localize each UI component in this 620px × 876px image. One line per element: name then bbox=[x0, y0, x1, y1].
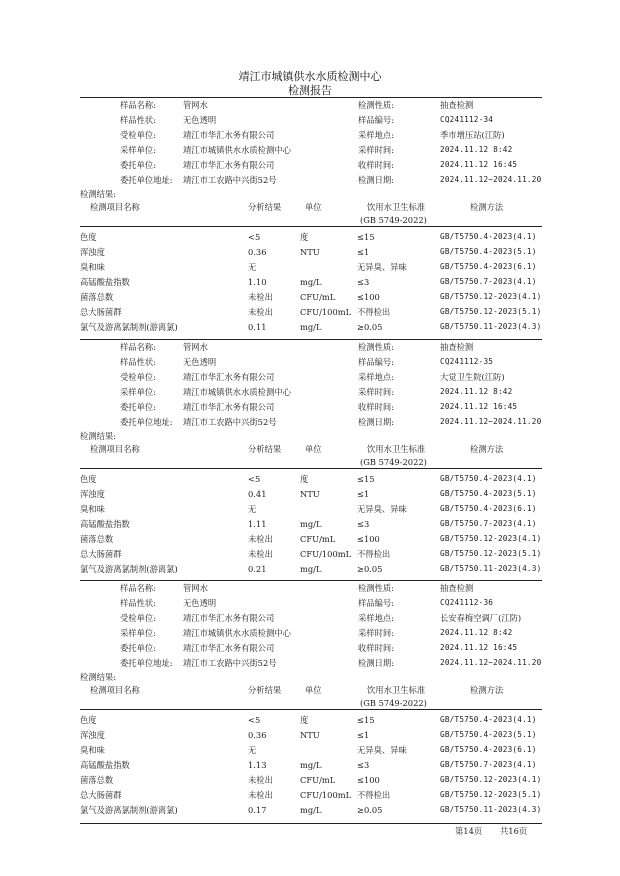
info-value-sample_no: CQ241112-34 bbox=[440, 115, 494, 124]
cell-result: 1.13 bbox=[248, 760, 267, 770]
info-label-entrust: 委托单位: bbox=[120, 160, 156, 170]
cell-result: 0.41 bbox=[248, 489, 267, 499]
cell-method: GB/T5750.7-2023(4.1) bbox=[440, 760, 537, 769]
column-header-standard: 饮用水卫生标准 bbox=[367, 202, 426, 212]
column-header-result: 分析结果 bbox=[248, 444, 282, 454]
cell-item: 高锰酸盐指数 bbox=[80, 277, 130, 287]
cell-item: 臭和味 bbox=[80, 504, 105, 514]
cell-unit: mg/L bbox=[300, 277, 322, 287]
info-label-sample_no: 样品编号: bbox=[358, 115, 394, 125]
cell-std: ≤100 bbox=[357, 534, 380, 544]
info-value-client: 靖江市华汇水务有限公司 bbox=[183, 372, 275, 382]
block-top-rule bbox=[80, 580, 542, 581]
column-header-result: 分析结果 bbox=[248, 202, 282, 212]
cell-std: ≥0.05 bbox=[357, 322, 383, 332]
cell-unit: CFU/100mL bbox=[300, 549, 352, 559]
cell-result: 未检出 bbox=[248, 307, 273, 317]
cell-std: ≤3 bbox=[357, 277, 370, 287]
column-header-result: 分析结果 bbox=[248, 685, 282, 695]
info-value-sample_site: 长安春梅空调厂(江防) bbox=[440, 613, 522, 623]
info-label-sample_name: 样品名称: bbox=[120, 583, 156, 593]
cell-item: 菌落总数 bbox=[80, 534, 114, 544]
cell-item: 浑浊度 bbox=[80, 247, 105, 257]
info-value-test_nature: 抽查检测 bbox=[440, 100, 474, 110]
info-value-entrust: 靖江市华汇水务有限公司 bbox=[183, 160, 275, 170]
info-label-receive_time: 收样时间: bbox=[358, 402, 394, 412]
cell-std: ≤1 bbox=[357, 730, 370, 740]
info-label-entrust_addr: 委托单位地址: bbox=[120, 175, 173, 185]
column-header-item: 检测项目名称 bbox=[90, 444, 140, 454]
cell-method: GB/T5750.11-2023(4.3) bbox=[440, 322, 542, 331]
info-label-test_nature: 检测性质: bbox=[358, 342, 394, 352]
info-value-entrust_addr: 靖江市工农路中兴街52号 bbox=[183, 417, 277, 427]
column-header-standard: 饮用水卫生标准 bbox=[367, 444, 426, 454]
cell-unit: NTU bbox=[300, 489, 320, 499]
cell-std: ≤100 bbox=[357, 292, 380, 302]
info-label-test_date: 检测日期: bbox=[358, 175, 394, 185]
cell-result: 无 bbox=[248, 504, 257, 514]
cell-method: GB/T5750.4-2023(6.1) bbox=[440, 745, 537, 754]
cell-unit: mg/L bbox=[300, 519, 322, 529]
results-label: 检测结果: bbox=[80, 431, 116, 441]
info-label-sample_no: 样品编号: bbox=[358, 598, 394, 608]
cell-unit: mg/L bbox=[300, 322, 322, 332]
info-label-sample_site: 采样地点: bbox=[358, 613, 394, 623]
cell-unit: NTU bbox=[300, 247, 320, 257]
info-value-sample_nature: 无色透明 bbox=[183, 115, 217, 125]
info-value-sample_time: 2024.11.12 8:42 bbox=[440, 387, 513, 396]
cell-unit: CFU/mL bbox=[300, 775, 336, 785]
cell-std: 无异臭、异味 bbox=[357, 262, 407, 272]
cell-result: 0.17 bbox=[248, 805, 267, 815]
cell-item: 臭和味 bbox=[80, 745, 105, 755]
info-label-client: 受检单位: bbox=[120, 130, 156, 140]
cell-result: 未检出 bbox=[248, 775, 273, 785]
cell-unit: CFU/100mL bbox=[300, 790, 352, 800]
info-value-test_date: 2024.11.12~2024.11.20 bbox=[440, 417, 542, 426]
cell-unit: CFU/mL bbox=[300, 534, 336, 544]
column-header-unit: 单位 bbox=[305, 444, 322, 454]
column-header-unit: 单位 bbox=[305, 202, 322, 212]
cell-method: GB/T5750.4-2023(6.1) bbox=[440, 504, 537, 513]
cell-std: ≥0.05 bbox=[357, 805, 383, 815]
table-header-rule bbox=[80, 468, 542, 469]
info-label-sample_nature: 样品性状: bbox=[120, 115, 156, 125]
cell-result: <5 bbox=[248, 474, 261, 484]
cell-std: ≤1 bbox=[357, 247, 370, 257]
cell-std: ≤3 bbox=[357, 519, 370, 529]
cell-result: 1.11 bbox=[248, 519, 267, 529]
info-label-sample_name: 样品名称: bbox=[120, 342, 156, 352]
results-label: 检测结果: bbox=[80, 189, 116, 199]
cell-std: 无异臭、异味 bbox=[357, 504, 407, 514]
cell-item: 菌落总数 bbox=[80, 292, 114, 302]
cell-item: 浑浊度 bbox=[80, 730, 105, 740]
column-header-method: 检测方法 bbox=[470, 685, 504, 695]
cell-result: 0.11 bbox=[248, 322, 267, 332]
cell-method: GB/T5750.4-2023(4.1) bbox=[440, 232, 537, 241]
info-label-sample_time: 采样时间: bbox=[358, 387, 394, 397]
table-header-rule bbox=[80, 226, 542, 227]
column-header-standard-sub: (GB 5749-2022) bbox=[360, 215, 427, 225]
info-value-sampler: 靖江市城镇供水水质检测中心 bbox=[183, 145, 291, 155]
results-label: 检测结果: bbox=[80, 672, 116, 682]
cell-std: ≤100 bbox=[357, 775, 380, 785]
info-label-sample_site: 采样地点: bbox=[358, 372, 394, 382]
info-value-sample_site: 季市增压站(江防) bbox=[440, 130, 505, 140]
info-value-sample_name: 管网水 bbox=[183, 100, 208, 110]
cell-result: 1.10 bbox=[248, 277, 267, 287]
info-value-test_nature: 抽查检测 bbox=[440, 583, 474, 593]
cell-unit: NTU bbox=[300, 730, 320, 740]
info-value-sample_site: 大觉卫生院(江防) bbox=[440, 372, 505, 382]
cell-std: ≥0.05 bbox=[357, 564, 383, 574]
cell-item: 氯气及游离氯制剂(游离氯) bbox=[80, 322, 178, 332]
cell-method: GB/T5750.4-2023(4.1) bbox=[440, 474, 537, 483]
cell-unit: CFU/mL bbox=[300, 292, 336, 302]
cell-method: GB/T5750.4-2023(5.1) bbox=[440, 489, 537, 498]
cell-item: 总大肠菌群 bbox=[80, 790, 122, 800]
info-value-sample_time: 2024.11.12 8:42 bbox=[440, 145, 513, 154]
info-label-test_nature: 检测性质: bbox=[358, 583, 394, 593]
cell-result: 无 bbox=[248, 262, 257, 272]
info-label-sample_time: 采样时间: bbox=[358, 628, 394, 638]
cell-method: GB/T5750.12-2023(4.1) bbox=[440, 775, 542, 784]
info-value-test_date: 2024.11.12~2024.11.20 bbox=[440, 175, 542, 184]
column-header-unit: 单位 bbox=[305, 685, 322, 695]
cell-unit: 度 bbox=[300, 232, 309, 242]
cell-result: 未检出 bbox=[248, 549, 273, 559]
cell-std: 无异臭、异味 bbox=[357, 745, 407, 755]
cell-method: GB/T5750.4-2023(5.1) bbox=[440, 247, 537, 256]
cell-item: 菌落总数 bbox=[80, 775, 114, 785]
cell-unit: mg/L bbox=[300, 805, 322, 815]
info-label-entrust: 委托单位: bbox=[120, 643, 156, 653]
info-label-sample_nature: 样品性状: bbox=[120, 357, 156, 367]
info-label-test_date: 检测日期: bbox=[358, 417, 394, 427]
cell-method: GB/T5750.12-2023(5.1) bbox=[440, 549, 542, 558]
cell-item: 色度 bbox=[80, 474, 97, 484]
cell-std: ≤3 bbox=[357, 760, 370, 770]
report-center-title: 靖江市城镇供水水质检测中心 bbox=[238, 70, 382, 83]
cell-method: GB/T5750.4-2023(5.1) bbox=[440, 730, 537, 739]
cell-std: ≤15 bbox=[357, 474, 375, 484]
cell-result: <5 bbox=[248, 232, 261, 242]
column-header-standard-sub: (GB 5749-2022) bbox=[360, 698, 427, 708]
cell-result: 0.36 bbox=[248, 730, 267, 740]
cell-item: 氯气及游离氯制剂(游离氯) bbox=[80, 564, 178, 574]
cell-item: 高锰酸盐指数 bbox=[80, 519, 130, 529]
cell-unit: 度 bbox=[300, 715, 309, 725]
info-value-entrust_addr: 靖江市工农路中兴街52号 bbox=[183, 175, 277, 185]
column-header-item: 检测项目名称 bbox=[90, 202, 140, 212]
info-label-client: 受检单位: bbox=[120, 613, 156, 623]
cell-std: 不得检出 bbox=[357, 790, 391, 800]
info-label-entrust: 委托单位: bbox=[120, 402, 156, 412]
info-value-entrust: 靖江市华汇水务有限公司 bbox=[183, 643, 275, 653]
info-label-test_date: 检测日期: bbox=[358, 658, 394, 668]
cell-item: 氯气及游离氯制剂(游离氯) bbox=[80, 805, 178, 815]
column-header-standard: 饮用水卫生标准 bbox=[367, 685, 426, 695]
cell-item: 浑浊度 bbox=[80, 489, 105, 499]
cell-item: 总大肠菌群 bbox=[80, 307, 122, 317]
cell-item: 臭和味 bbox=[80, 262, 105, 272]
cell-result: 未检出 bbox=[248, 292, 273, 302]
cell-item: 色度 bbox=[80, 715, 97, 725]
page-number: 第14页 bbox=[455, 826, 483, 836]
info-value-client: 靖江市华汇水务有限公司 bbox=[183, 130, 275, 140]
info-label-test_nature: 检测性质: bbox=[358, 100, 394, 110]
block-top-rule bbox=[80, 339, 542, 340]
cell-item: 总大肠菌群 bbox=[80, 549, 122, 559]
table-header-rule bbox=[80, 709, 542, 710]
info-value-test_nature: 抽查检测 bbox=[440, 342, 474, 352]
info-value-test_date: 2024.11.12~2024.11.20 bbox=[440, 658, 542, 667]
column-header-method: 检测方法 bbox=[470, 202, 504, 212]
cell-method: GB/T5750.12-2023(4.1) bbox=[440, 292, 542, 301]
info-label-receive_time: 收样时间: bbox=[358, 160, 394, 170]
cell-result: 0.36 bbox=[248, 247, 267, 257]
info-label-sample_site: 采样地点: bbox=[358, 130, 394, 140]
page-total: 共16页 bbox=[500, 826, 528, 836]
info-value-sample_no: CQ241112-36 bbox=[440, 598, 494, 607]
info-label-sampler: 采样单位: bbox=[120, 628, 156, 638]
info-value-sampler: 靖江市城镇供水水质检测中心 bbox=[183, 628, 291, 638]
cell-method: GB/T5750.7-2023(4.1) bbox=[440, 277, 537, 286]
cell-std: 不得检出 bbox=[357, 549, 391, 559]
info-value-sample_name: 管网水 bbox=[183, 583, 208, 593]
cell-method: GB/T5750.11-2023(4.3) bbox=[440, 564, 542, 573]
info-value-receive_time: 2024.11.12 16:45 bbox=[440, 643, 518, 652]
column-header-method: 检测方法 bbox=[470, 444, 504, 454]
cell-result: 0.21 bbox=[248, 564, 267, 574]
info-value-receive_time: 2024.11.12 16:45 bbox=[440, 402, 518, 411]
cell-unit: mg/L bbox=[300, 564, 322, 574]
column-header-standard-sub: (GB 5749-2022) bbox=[360, 457, 427, 467]
info-value-sample_nature: 无色透明 bbox=[183, 598, 217, 608]
cell-method: GB/T5750.12-2023(4.1) bbox=[440, 534, 542, 543]
info-value-sample_time: 2024.11.12 8:42 bbox=[440, 628, 513, 637]
cell-result: 未检出 bbox=[248, 534, 273, 544]
report-title: 检测报告 bbox=[288, 84, 332, 97]
info-value-entrust_addr: 靖江市工农路中兴街52号 bbox=[183, 658, 277, 668]
info-value-sampler: 靖江市城镇供水水质检测中心 bbox=[183, 387, 291, 397]
cell-method: GB/T5750.11-2023(4.3) bbox=[440, 805, 542, 814]
cell-result: 无 bbox=[248, 745, 257, 755]
info-value-client: 靖江市华汇水务有限公司 bbox=[183, 613, 275, 623]
info-label-sample_no: 样品编号: bbox=[358, 357, 394, 367]
info-label-sample_name: 样品名称: bbox=[120, 100, 156, 110]
info-value-entrust: 靖江市华汇水务有限公司 bbox=[183, 402, 275, 412]
cell-item: 色度 bbox=[80, 232, 97, 242]
cell-unit: CFU/100mL bbox=[300, 307, 352, 317]
footer-rule bbox=[80, 823, 542, 824]
cell-std: ≤15 bbox=[357, 715, 375, 725]
cell-unit: mg/L bbox=[300, 760, 322, 770]
cell-result: 未检出 bbox=[248, 790, 273, 800]
info-label-receive_time: 收样时间: bbox=[358, 643, 394, 653]
cell-item: 高锰酸盐指数 bbox=[80, 760, 130, 770]
info-value-sample_nature: 无色透明 bbox=[183, 357, 217, 367]
info-value-sample_name: 管网水 bbox=[183, 342, 208, 352]
info-label-entrust_addr: 委托单位地址: bbox=[120, 658, 173, 668]
cell-unit: 度 bbox=[300, 474, 309, 484]
cell-method: GB/T5750.12-2023(5.1) bbox=[440, 307, 542, 316]
cell-result: <5 bbox=[248, 715, 261, 725]
info-label-client: 受检单位: bbox=[120, 372, 156, 382]
block-top-rule bbox=[80, 97, 542, 98]
column-header-item: 检测项目名称 bbox=[90, 685, 140, 695]
cell-method: GB/T5750.7-2023(4.1) bbox=[440, 519, 537, 528]
cell-std: ≤15 bbox=[357, 232, 375, 242]
cell-std: ≤1 bbox=[357, 489, 370, 499]
info-label-sampler: 采样单位: bbox=[120, 145, 156, 155]
cell-method: GB/T5750.4-2023(4.1) bbox=[440, 715, 537, 724]
info-label-entrust_addr: 委托单位地址: bbox=[120, 417, 173, 427]
cell-method: GB/T5750.4-2023(6.1) bbox=[440, 262, 537, 271]
info-label-sampler: 采样单位: bbox=[120, 387, 156, 397]
info-label-sample_nature: 样品性状: bbox=[120, 598, 156, 608]
info-value-receive_time: 2024.11.12 16:45 bbox=[440, 160, 518, 169]
cell-method: GB/T5750.12-2023(5.1) bbox=[440, 790, 542, 799]
info-value-sample_no: CQ241112-35 bbox=[440, 357, 494, 366]
info-label-sample_time: 采样时间: bbox=[358, 145, 394, 155]
cell-std: 不得检出 bbox=[357, 307, 391, 317]
